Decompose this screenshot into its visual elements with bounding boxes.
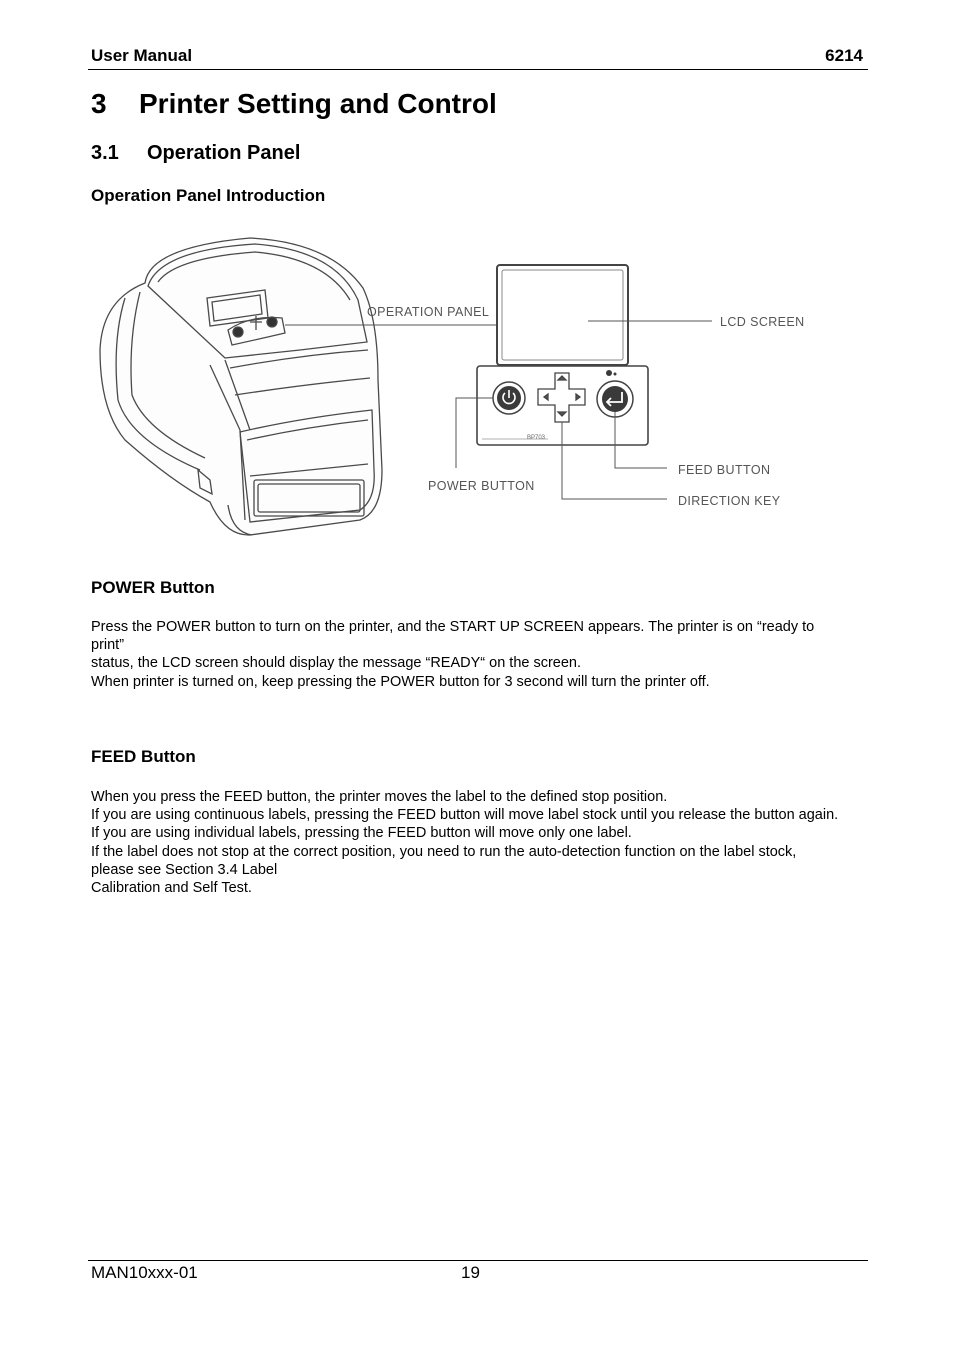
label-lcd-screen: LCD SCREEN bbox=[720, 315, 805, 329]
feed-line: Calibration and Self Test. bbox=[91, 880, 252, 897]
header-right: 6214 bbox=[825, 46, 863, 65]
label-feed-button: FEED BUTTON bbox=[678, 463, 771, 477]
label-direction-key: DIRECTION KEY bbox=[678, 494, 781, 508]
lcd-screen-shape bbox=[497, 265, 628, 365]
header-left: User Manual bbox=[91, 46, 193, 65]
label-operation-panel: OPERATION PANEL bbox=[367, 305, 490, 319]
feed-line: If you are using individual labels, pressing the FEED button will move only one label. bbox=[91, 825, 632, 842]
footer-doc-id: MAN10xxx-01 bbox=[91, 1263, 198, 1282]
section-title: Operation Panel bbox=[147, 142, 301, 164]
feed-line: If you are using continuous labels, pressing the FEED button will move label stock until you release the button again. bbox=[91, 807, 839, 824]
feed-description bbox=[91, 788, 841, 897]
feed-line: If the label does not stop at the correct position, you need to run the auto-detection function on the label stock, please see Section 3.4 Label bbox=[91, 843, 797, 878]
chapter-title: Printer Setting and Control bbox=[139, 88, 497, 119]
feed-line: When you press the FEED button, the printer moves the label to the defined stop position. bbox=[91, 789, 668, 805]
section-number: 3.1 bbox=[91, 142, 119, 164]
power-description bbox=[91, 618, 841, 691]
power-icon bbox=[493, 382, 525, 414]
printer-illustration bbox=[100, 238, 382, 535]
power-line: Press the POWER button to turn on the printer, and the START UP SCREEN appears. The printer is on “ready to print” bbox=[91, 619, 815, 654]
operation-panel-figure bbox=[0, 0, 954, 560]
label-power-button: POWER BUTTON bbox=[428, 479, 535, 493]
power-line: When printer is turned on, keep pressing the POWER button for 3 second will turn the printer off. bbox=[91, 673, 710, 690]
model-mark: BP703 bbox=[527, 435, 546, 441]
chapter-number: 3 bbox=[91, 88, 107, 119]
feed-heading: FEED Button bbox=[91, 747, 196, 766]
footer-rule bbox=[88, 1260, 868, 1261]
power-heading: POWER Button bbox=[91, 578, 215, 597]
power-line: status, the LCD screen should display the message “READY“ on the screen. bbox=[91, 655, 582, 672]
footer-page-number: 19 bbox=[461, 1263, 480, 1282]
intro-heading: Operation Panel Introduction bbox=[91, 186, 326, 205]
